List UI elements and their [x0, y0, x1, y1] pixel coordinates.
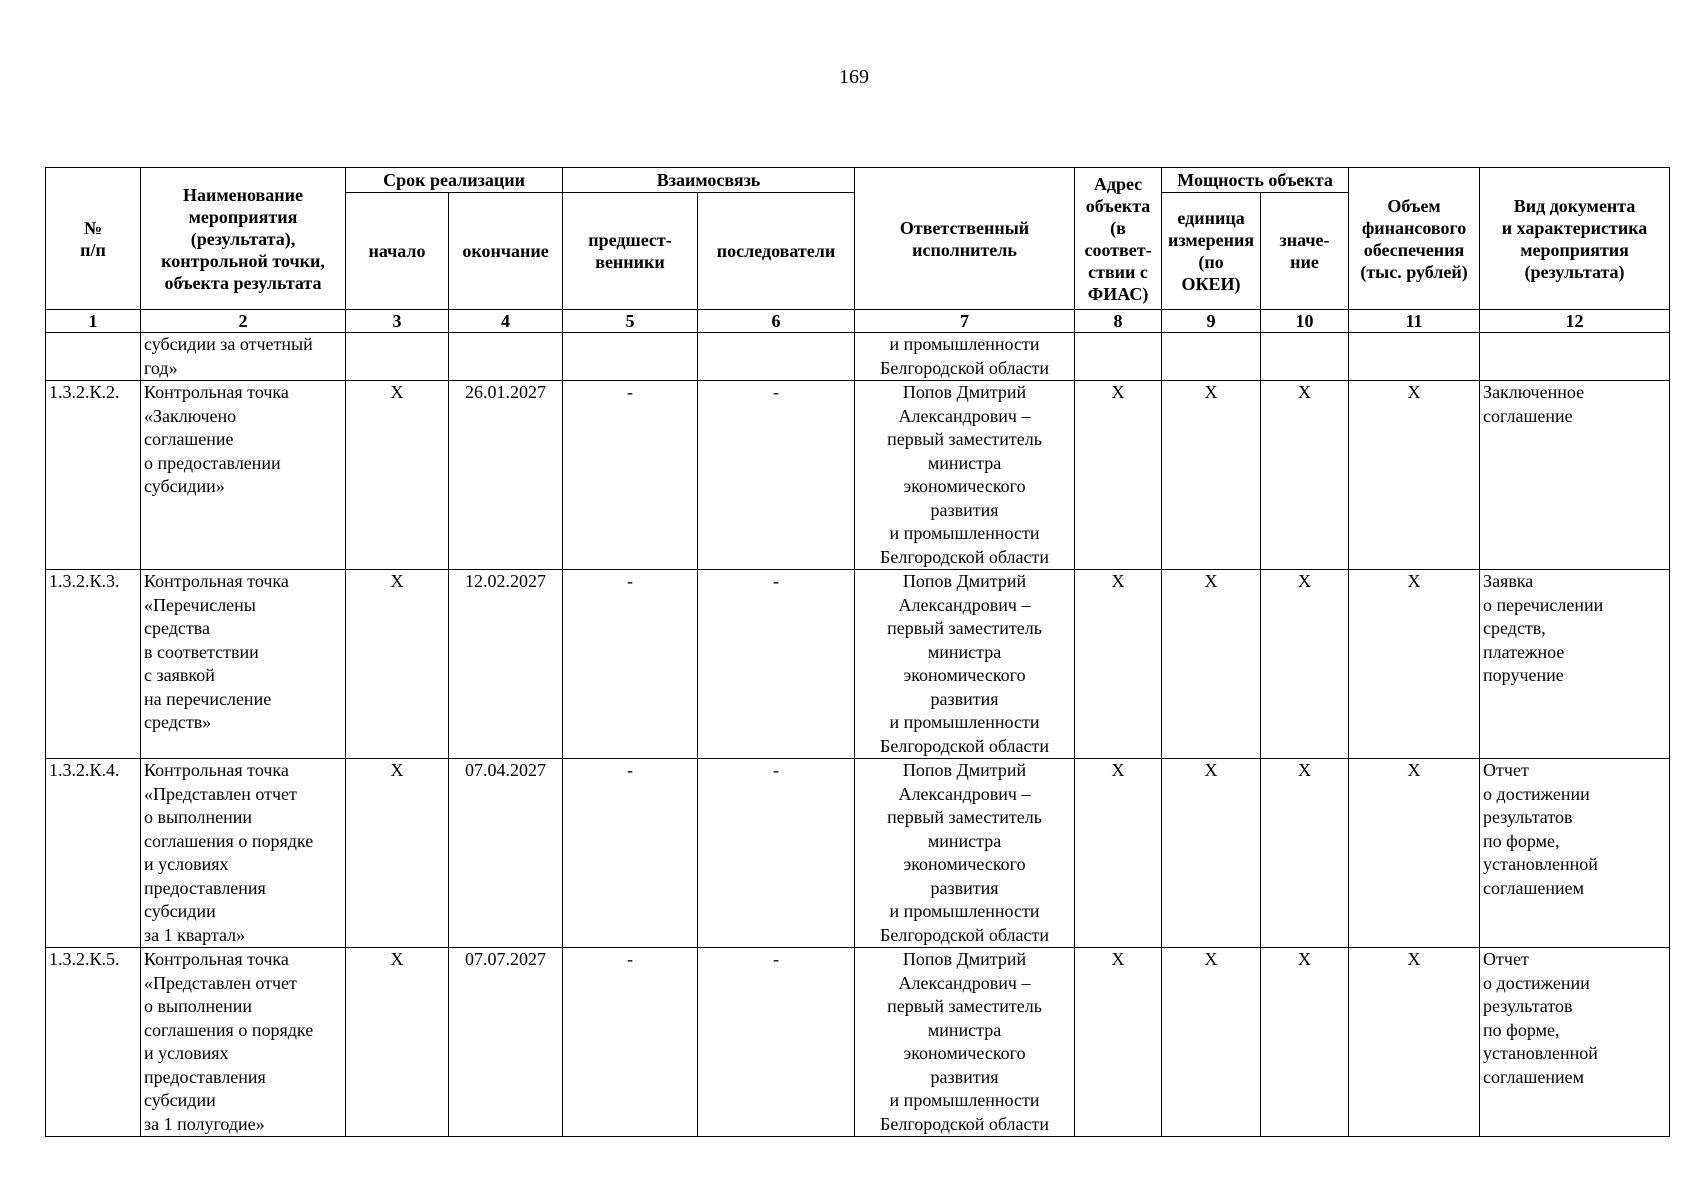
cell-predecessors: - [563, 570, 698, 759]
cell-predecessors: - [563, 948, 698, 1137]
cell-finance: X [1349, 759, 1480, 948]
header-followers: последователи [698, 193, 855, 310]
cell-doc-type: Отчет о достижении результатов по форме, установленной соглашением [1480, 948, 1670, 1137]
table-row [46, 759, 1670, 948]
column-number: 9 [1162, 310, 1261, 333]
cell-start: X [346, 948, 449, 1137]
header-capacity: Мощность объекта [1162, 168, 1349, 193]
header-name: Наименование мероприятия (результата), контрольной точки, объекта результата [141, 168, 346, 310]
cell-start [346, 333, 449, 381]
table-row [46, 381, 1670, 570]
cell-predecessors: - [563, 759, 698, 948]
cell-value: X [1261, 570, 1349, 759]
cell-predecessors: - [563, 381, 698, 570]
cell-unit: X [1162, 570, 1261, 759]
cell-num: 1.3.2.К.5. [46, 948, 141, 1137]
column-number: 1 [46, 310, 141, 333]
cell-address: X [1075, 381, 1162, 570]
cell-executor: и промышленности Белгородской области [855, 333, 1075, 381]
cell-address: X [1075, 759, 1162, 948]
cell-doc-type: Заключенное соглашение [1480, 381, 1670, 570]
continuation-row [46, 333, 1670, 381]
implementation-plan-table [45, 167, 1670, 1137]
cell-num: 1.3.2.К.4. [46, 759, 141, 948]
cell-end: 26.01.2027 [449, 381, 563, 570]
cell-value: X [1261, 381, 1349, 570]
header-executor: Ответственный исполнитель [855, 168, 1075, 310]
cell-executor: Попов Дмитрий Александрович – первый заместитель министра экономического развития и промышленности Белгородской области [855, 759, 1075, 948]
cell-unit: X [1162, 381, 1261, 570]
header-unit: единица измерения (по ОКЕИ) [1162, 193, 1261, 310]
cell-unit [1162, 333, 1261, 381]
cell-followers: - [698, 948, 855, 1137]
column-number: 4 [449, 310, 563, 333]
cell-followers: - [698, 381, 855, 570]
cell-name: субсидии за отчетный год» [141, 333, 346, 381]
cell-followers [698, 333, 855, 381]
header-row-1 [46, 168, 1670, 193]
cell-num: 1.3.2.К.2. [46, 381, 141, 570]
column-number: 6 [698, 310, 855, 333]
header-finance: Объем финансового обеспечения (тыс. рублей) [1349, 168, 1480, 310]
cell-doc-type: Отчет о достижении результатов по форме, установленной соглашением [1480, 759, 1670, 948]
cell-address [1075, 333, 1162, 381]
header-predecessors: предшест- венники [563, 193, 698, 310]
cell-unit: X [1162, 948, 1261, 1137]
column-number: 7 [855, 310, 1075, 333]
column-number-row [46, 310, 1670, 333]
cell-followers: - [698, 759, 855, 948]
cell-value: X [1261, 759, 1349, 948]
header-end: окончание [449, 193, 563, 310]
column-number: 10 [1261, 310, 1349, 333]
cell-doc-type: Заявка о перечислении средств, платежное поручение [1480, 570, 1670, 759]
table-row [46, 570, 1670, 759]
column-number: 11 [1349, 310, 1480, 333]
column-number: 3 [346, 310, 449, 333]
cell-end: 12.02.2027 [449, 570, 563, 759]
cell-executor: Попов Дмитрий Александрович – первый заместитель министра экономического развития и промышленности Белгородской области [855, 381, 1075, 570]
table-row [46, 948, 1670, 1137]
column-number: 8 [1075, 310, 1162, 333]
cell-address: X [1075, 948, 1162, 1137]
cell-end: 07.04.2027 [449, 759, 563, 948]
column-number: 5 [563, 310, 698, 333]
cell-name: Контрольная точка «Заключено соглашение о предоставлении субсидии» [141, 381, 346, 570]
cell-start: X [346, 759, 449, 948]
cell-name: Контрольная точка «Перечислены средства в соответствии с заявкой на перечисление средств» [141, 570, 346, 759]
header-relation: Взаимосвязь [563, 168, 855, 193]
header-num: № п/п [46, 168, 141, 310]
cell-end: 07.07.2027 [449, 948, 563, 1137]
cell-start: X [346, 381, 449, 570]
cell-address: X [1075, 570, 1162, 759]
cell-num [46, 333, 141, 381]
header-doc-type: Вид документа и характеристика мероприятия (результата) [1480, 168, 1670, 310]
cell-name: Контрольная точка «Представлен отчет о выполнении соглашения о порядке и условиях предоставления субсидии за 1 квартал» [141, 759, 346, 948]
cell-finance [1349, 333, 1480, 381]
column-number: 12 [1480, 310, 1670, 333]
cell-value: X [1261, 948, 1349, 1137]
header-address: Адрес объекта (в соответ- ствии с ФИАС) [1075, 168, 1162, 310]
cell-doc-type [1480, 333, 1670, 381]
column-number: 2 [141, 310, 346, 333]
cell-executor: Попов Дмитрий Александрович – первый заместитель министра экономического развития и промышленности Белгородской области [855, 570, 1075, 759]
cell-name: Контрольная точка «Представлен отчет о выполнении соглашения о порядке и условиях предоставления субсидии за 1 полугодие» [141, 948, 346, 1137]
header-period: Срок реализации [346, 168, 563, 193]
cell-finance: X [1349, 381, 1480, 570]
cell-unit: X [1162, 759, 1261, 948]
cell-executor: Попов Дмитрий Александрович – первый заместитель министра экономического развития и промышленности Белгородской области [855, 948, 1075, 1137]
cell-predecessors [563, 333, 698, 381]
cell-end [449, 333, 563, 381]
page-number: 169 [839, 66, 869, 88]
cell-value [1261, 333, 1349, 381]
header-start: начало [346, 193, 449, 310]
cell-followers: - [698, 570, 855, 759]
cell-finance: X [1349, 570, 1480, 759]
cell-start: X [346, 570, 449, 759]
cell-num: 1.3.2.К.3. [46, 570, 141, 759]
cell-finance: X [1349, 948, 1480, 1137]
header-value: значе- ние [1261, 193, 1349, 310]
